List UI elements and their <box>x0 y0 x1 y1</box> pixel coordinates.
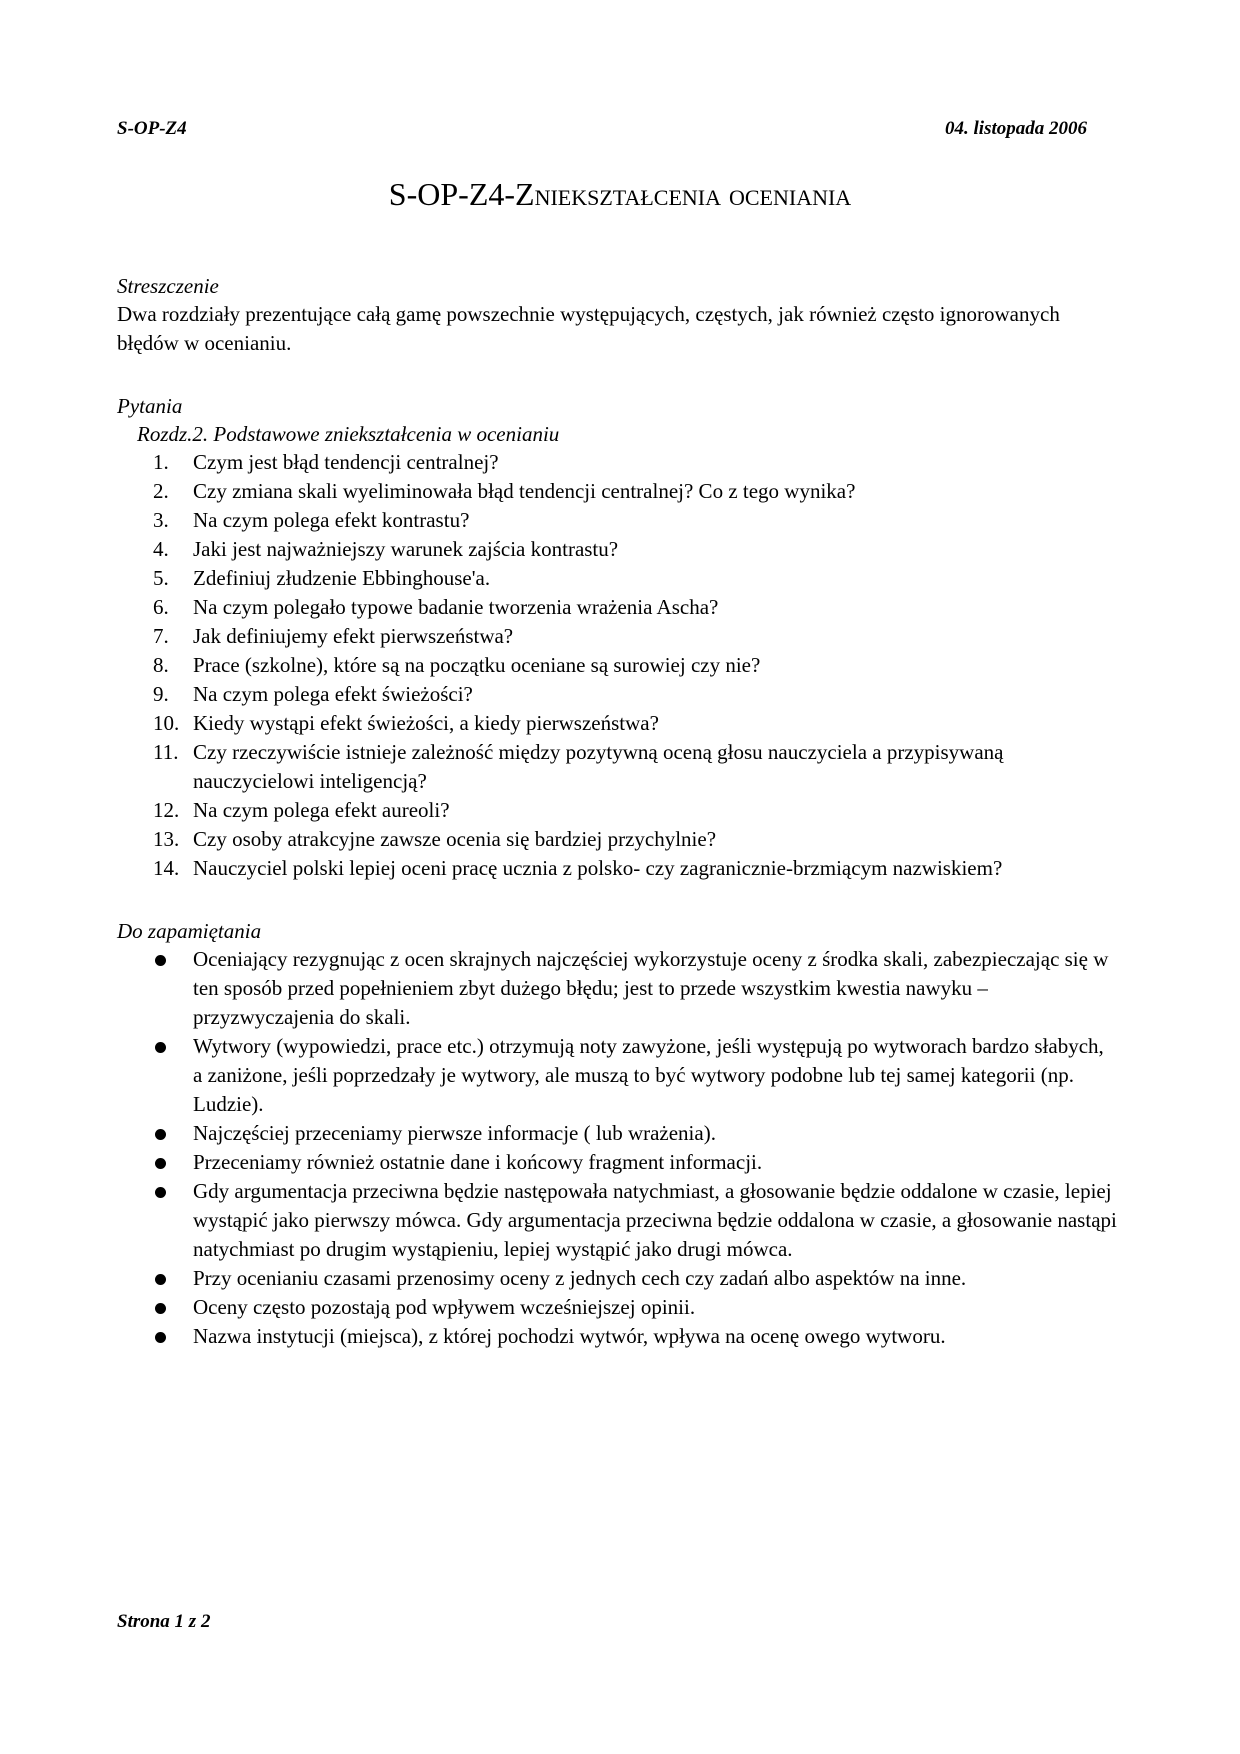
remember-item <box>117 1177 1117 1264</box>
remember-text: Przeceniamy również ostatnie dane i końcowy fragment informacji. <box>193 1150 763 1174</box>
question-item <box>117 825 1117 854</box>
bullet-icon <box>155 1042 166 1053</box>
question-number: 2. <box>153 479 169 503</box>
question-number: 14. <box>153 856 180 880</box>
question-text: Czy rzeczywiście istnieje zależność między pozytywną oceną głosu nauczyciela a przypisywaną nauczycielowi inteligencją? <box>193 740 1004 793</box>
bullet-icon <box>155 1332 166 1343</box>
question-number: 6. <box>153 595 169 619</box>
question-number: 8. <box>153 653 169 677</box>
question-text: Na czym polegało typowe badanie tworzenia wrażenia Ascha? <box>193 595 719 619</box>
page-title <box>0 176 1240 213</box>
question-number: 13. <box>153 827 180 851</box>
question-number: 5. <box>153 566 169 590</box>
summary-text: Dwa rozdziały prezentujące całą gamę powszechnie występujących, częstych, jak również często ignorowanych błędów w ocenianiu. <box>117 302 1060 355</box>
remember-item <box>117 1032 1117 1119</box>
question-text: Kiedy wystąpi efekt świeżości, a kiedy pierwszeństwa? <box>193 711 659 735</box>
bullet-icon <box>155 1303 166 1314</box>
remember-text: Przy ocenianiu czasami przenosimy oceny z jednych cech czy zadań albo aspektów na inne. <box>193 1266 967 1290</box>
question-text: Jak definiujemy efekt pierwszeństwa? <box>193 624 514 648</box>
questions-heading: Pytania <box>117 394 183 418</box>
remember-text: Oceny często pozostają pod wpływem wcześniejszej opinii. <box>193 1295 696 1319</box>
question-item <box>117 535 1117 564</box>
remember-item <box>117 1293 1117 1322</box>
document-body <box>117 272 1117 1351</box>
question-number: 9. <box>153 682 169 706</box>
bullet-icon <box>155 1129 166 1140</box>
question-item <box>117 709 1117 738</box>
remember-text: Gdy argumentacja przeciwna będzie następowała natychmiast, a głosowanie będzie oddalone w czasie, lepiej wystąpić jako pierwszy mówca. Gdy argumentacja przeciwna będzie oddalona w czasie, a głosowanie nastąpi natychmiast po drugim wystąpieniu, lepiej wystąpić jako drugi mówca. <box>193 1179 1117 1261</box>
remember-text: Nazwa instytucji (miejsca), z której pochodzi wytwór, wpływa na ocenę owego wytworu. <box>193 1324 946 1348</box>
bullet-icon <box>155 1274 166 1285</box>
question-item <box>117 796 1117 825</box>
question-text: Na czym polega efekt kontrastu? <box>193 508 470 532</box>
question-text: Na czym polega efekt aureoli? <box>193 798 450 822</box>
question-item <box>117 854 1117 883</box>
questions-list <box>117 448 1117 883</box>
title-prefix: S-OP-Z4- <box>388 176 516 212</box>
remember-text: Oceniający rezygnując z ocen skrajnych najczęściej wykorzystuje oceny z środka skali, zabezpieczając się w ten sposób przed popełnieniem zbyt dużego błędu; jest to przede wszystkim kwestia nawyku – przyzwyczajenia do skali. <box>193 947 1109 1029</box>
remember-item <box>117 1322 1117 1351</box>
question-text: Czy zmiana skali wyeliminowała błąd tendencji centralnej? Co z tego wynika? <box>193 479 856 503</box>
question-item <box>117 680 1117 709</box>
page-number: Strona 1 z 2 <box>117 1611 211 1632</box>
summary-heading: Streszczenie <box>117 274 219 298</box>
question-text: Nauczyciel polski lepiej oceni pracę ucznia z polsko- czy zagranicznie-brzmiącym nazwiskiem? <box>193 856 1003 880</box>
question-number: 1. <box>153 450 169 474</box>
remember-item <box>117 945 1117 1032</box>
question-text: Prace (szkolne), które są na początku oceniane są surowiej czy nie? <box>193 653 761 677</box>
remember-item <box>117 1148 1117 1177</box>
question-number: 10. <box>153 711 180 735</box>
question-item <box>117 477 1117 506</box>
remember-heading: Do zapamiętania <box>117 919 262 943</box>
question-number: 12. <box>153 798 180 822</box>
question-text: Na czym polega efekt świeżości? <box>193 682 473 706</box>
question-item <box>117 593 1117 622</box>
remember-list <box>117 945 1117 1351</box>
bullet-icon <box>155 1187 166 1198</box>
header-code: S-OP-Z4 <box>117 118 187 139</box>
question-item <box>117 506 1117 535</box>
question-number: 7. <box>153 624 169 648</box>
title-rest: Zniekształcenia oceniania <box>515 176 852 212</box>
header-date: 04. listopada 2006 <box>945 118 1087 139</box>
question-text: Czy osoby atrakcyjne zawsze ocenia się bardziej przychylnie? <box>193 827 717 851</box>
bullet-icon <box>155 1158 166 1169</box>
question-text: Czym jest błąd tendencji centralnej? <box>193 450 499 474</box>
question-number: 11. <box>153 740 179 764</box>
chapter-heading: Rozdz.2. Podstawowe zniekształcenia w ocenianiu <box>137 422 560 446</box>
question-text: Jaki jest najważniejszy warunek zajścia kontrastu? <box>193 537 619 561</box>
remember-text: Najczęściej przeceniamy pierwsze informacje ( lub wrażenia). <box>193 1121 716 1145</box>
question-item <box>117 448 1117 477</box>
question-item <box>117 738 1117 796</box>
remember-text: Wytwory (wypowiedzi, prace etc.) otrzymują noty zawyżone, jeśli występują po wytworach bardzo słabych, a zaniżone, jeśli poprzedzały je wytwory, ale muszą to być wytwory podobne lub tej samej kategorii (np. Ludzie). <box>193 1034 1104 1116</box>
remember-item <box>117 1264 1117 1293</box>
question-text: Zdefiniuj złudzenie Ebbinghouse'a. <box>193 566 491 590</box>
question-number: 3. <box>153 508 169 532</box>
question-item <box>117 622 1117 651</box>
question-item <box>117 651 1117 680</box>
bullet-icon <box>155 955 166 966</box>
question-number: 4. <box>153 537 169 561</box>
question-item <box>117 564 1117 593</box>
remember-item <box>117 1119 1117 1148</box>
